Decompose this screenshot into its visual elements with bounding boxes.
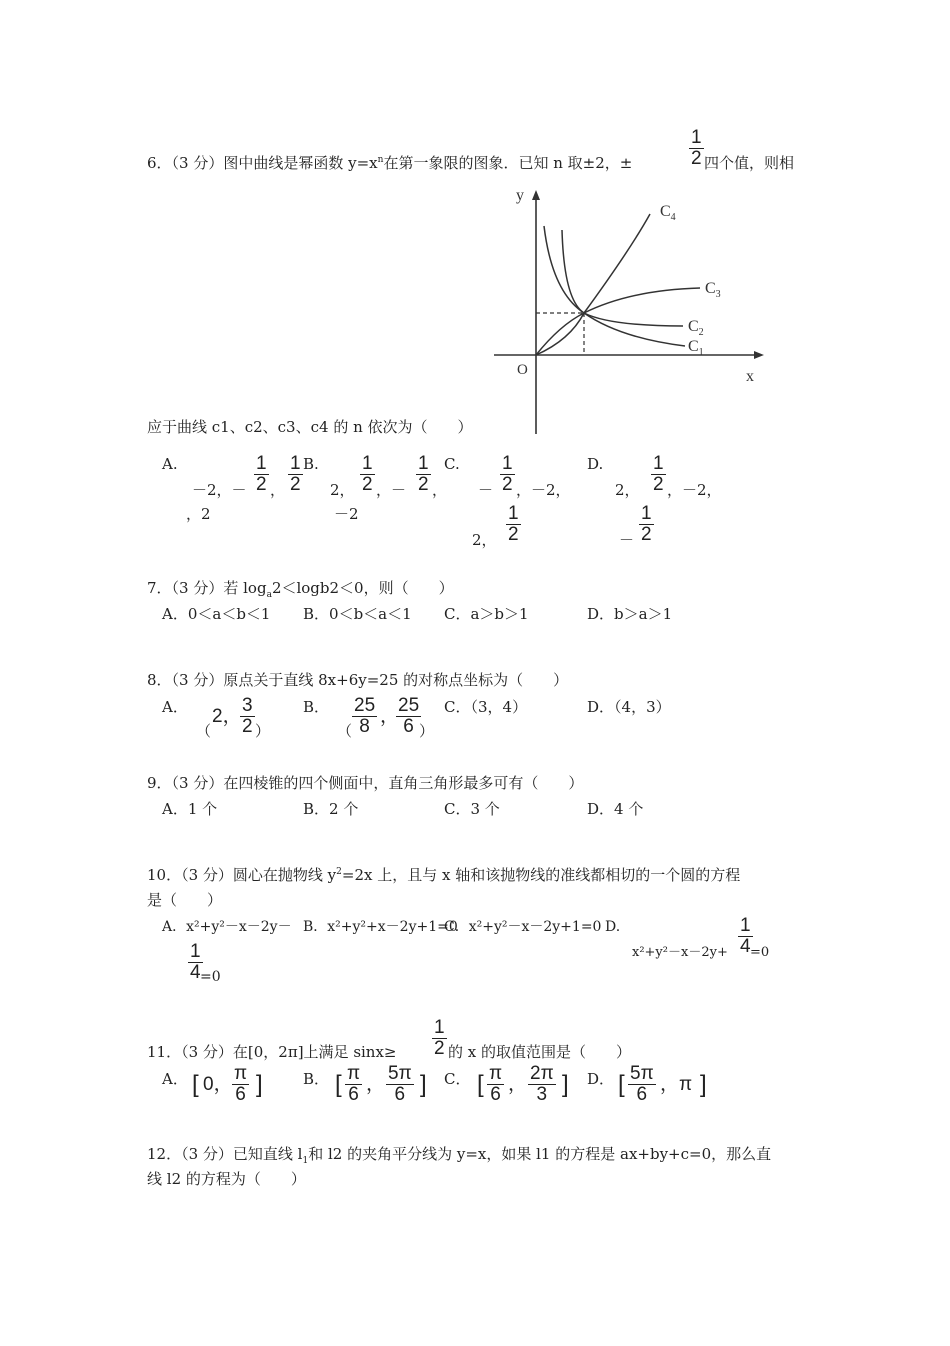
q6-option-b-value3: ， bbox=[432, 481, 448, 499]
q11-option-b-lbracket: [ bbox=[335, 1071, 342, 1098]
q11-option-b-comma: ， bbox=[366, 1074, 386, 1095]
q11-option-b-rbracket: ] bbox=[420, 1071, 427, 1098]
q11-option-a-label[interactable]: A． bbox=[162, 1070, 188, 1088]
q10-option-b[interactable]: B．x²+y²+x－2y+1=0 bbox=[303, 919, 458, 935]
q11-option-d-pi: ，π bbox=[660, 1074, 693, 1095]
power-function-graph bbox=[490, 180, 780, 440]
curve-c1 bbox=[544, 226, 685, 346]
q12-stem: 12．（3 分）已知直线 $l_1$和 l2 的夹角平分线为 y=x，如果 l1 的方程是 ax+by+c=0，那么直 bbox=[147, 1145, 772, 1166]
q11-option-d-lbracket: [ bbox=[618, 1071, 625, 1098]
q6-option-d-value3: － bbox=[619, 531, 635, 549]
y-axis-arrow bbox=[532, 190, 540, 200]
c1-label: $C_1$ bbox=[688, 338, 704, 358]
q6-stem: 6．（3 分）图中曲线是幂函数 $y=x^n$在第一象限的图象．已知 n 取±2，± bbox=[147, 154, 633, 172]
q10-option-d-text: x²+y²－x－2y+ bbox=[632, 945, 728, 960]
q11-option-d-rbracket: ] bbox=[700, 1071, 707, 1098]
c3-label: $C_3$ bbox=[705, 280, 721, 300]
q8-option-a-x: 2， bbox=[212, 706, 242, 727]
origin-label: O bbox=[517, 362, 528, 378]
q8-option-b-frac2: $\frac{25}{6}$ bbox=[398, 695, 420, 737]
q10-option-a-frac: $\frac{1}{4}$ bbox=[190, 941, 201, 983]
q6-option-b-frac1: $\frac{1}{2}$ bbox=[362, 453, 373, 495]
q6-option-d-frac1: $\frac{1}{2}$ bbox=[653, 453, 664, 495]
q8-option-b-open: （ bbox=[337, 722, 353, 740]
q11-option-a-lbracket: [ bbox=[192, 1071, 199, 1098]
q6-stem-tail: 四个值，则相 bbox=[704, 154, 795, 172]
q9-stem: 9．（3 分）在四棱锥的四个侧面中，直角三角形最多可有（ ） bbox=[147, 774, 584, 792]
q11-option-c-frac1: $\frac{\pi}{6}$ bbox=[489, 1063, 503, 1105]
q6-option-a-value2: ， bbox=[270, 481, 286, 499]
q8-stem: 8．（3 分）原点关于直线 8x+6y=25 的对称点坐标为（ ） bbox=[147, 671, 569, 689]
q6-option-c-label[interactable]: C. bbox=[444, 455, 460, 473]
q9-option-d[interactable]: D．4 个 bbox=[587, 800, 644, 818]
x-axis-label: x bbox=[746, 368, 754, 385]
q9-option-c[interactable]: C．3 个 bbox=[444, 800, 500, 818]
q6-stem-fraction: $\frac{1}{2}$ bbox=[691, 127, 702, 169]
q11-stem: 11．（3 分）在[0，2π]上满足 sinx≥ bbox=[147, 1043, 397, 1061]
curve-c2 bbox=[562, 230, 683, 326]
q6-option-c-frac2: $\frac{1}{2}$ bbox=[508, 503, 519, 545]
q8-option-a-open: （ bbox=[196, 722, 212, 740]
q6-option-c-value2: ，－2， bbox=[516, 481, 571, 499]
q11-option-a-zero: 0， bbox=[203, 1074, 233, 1095]
q11-option-c-lbracket: [ bbox=[477, 1071, 484, 1098]
q10-stem: 10．（3 分）圆心在抛物线 $y^2=2x$ 上，且与 x 轴和该抛物线的准线都相切的一个圆的方程 bbox=[147, 866, 741, 884]
q8-option-a-label[interactable]: A． bbox=[162, 698, 188, 716]
q11-option-c-rbracket: ] bbox=[562, 1071, 569, 1098]
q7-option-a[interactable]: A．0＜a＜b＜1 bbox=[162, 605, 271, 623]
q11-option-c-frac2: $\frac{2\pi}{3}$ bbox=[530, 1063, 554, 1105]
c2-label: $C_2$ bbox=[688, 318, 704, 338]
q8-option-c[interactable]: C．（3，4） bbox=[444, 698, 528, 716]
q6-option-a-frac1: $\frac{1}{2}$ bbox=[256, 453, 267, 495]
q11-option-b-frac1: $\frac{\pi}{6}$ bbox=[347, 1063, 361, 1105]
q10-option-a[interactable]: A．x²+y²－x－2y－ bbox=[162, 919, 292, 935]
q6-option-a-frac2: $\frac{1}{2}$ bbox=[290, 453, 301, 495]
x-axis-arrow bbox=[754, 351, 764, 359]
curve-c4 bbox=[536, 214, 650, 355]
q6-option-b-value1: 2， bbox=[330, 481, 355, 499]
q6-option-c-frac1: $\frac{1}{2}$ bbox=[502, 453, 513, 495]
q11-stem-tail: 的 x 的取值范围是（ ） bbox=[448, 1043, 631, 1061]
y-axis-label: y bbox=[516, 187, 524, 204]
q11-option-c-label[interactable]: C． bbox=[444, 1070, 471, 1088]
q10-option-c[interactable]: C．x²+y²－x－2y+1=0 bbox=[444, 919, 602, 935]
q6-option-a-value3: ，2 bbox=[186, 505, 211, 523]
q6-option-a-label[interactable]: A. bbox=[162, 455, 178, 473]
q6-option-b-frac2: $\frac{1}{2}$ bbox=[418, 453, 429, 495]
q7-stem: 7．（3 分）若 $\log_a2<\log b2<0$，则（ ） bbox=[147, 579, 454, 600]
q9-option-a[interactable]: A．1 个 bbox=[162, 800, 218, 818]
q6-option-c-value3: 2， bbox=[472, 531, 497, 549]
q10-option-d-eq: =0 bbox=[750, 945, 770, 960]
q11-option-d-label[interactable]: D． bbox=[587, 1070, 615, 1088]
q7-option-b[interactable]: B．0＜b＜a＜1 bbox=[303, 605, 412, 623]
q11-option-d-frac: $\frac{5\pi}{6}$ bbox=[630, 1063, 654, 1105]
q6-stem-line2: 应于曲线 c1、c2、c3、c4 的 n 依次为（ ） bbox=[147, 418, 473, 436]
q8-option-b-label[interactable]: B． bbox=[303, 698, 330, 716]
q10-option-a-eq: =0 bbox=[200, 969, 221, 985]
q10-stem-line2: 是（ ） bbox=[147, 891, 223, 909]
q7-option-d[interactable]: D．b＞a＞1 bbox=[587, 605, 673, 623]
q10-option-d-label[interactable]: D. bbox=[605, 919, 621, 935]
q11-option-a-rbracket: ] bbox=[256, 1071, 263, 1098]
c4-label: $C_4$ bbox=[660, 203, 676, 223]
q11-option-b-label[interactable]: B． bbox=[303, 1070, 330, 1088]
q8-option-b-comma: ， bbox=[380, 706, 400, 727]
q6-option-c-value1: － bbox=[478, 481, 494, 499]
q6-option-a-value1: －2，－ bbox=[192, 481, 247, 499]
q6-option-b-label[interactable]: B. bbox=[303, 455, 319, 473]
q7-option-c[interactable]: C．a＞b＞1 bbox=[444, 605, 529, 623]
q6-option-d-frac2: $\frac{1}{2}$ bbox=[641, 503, 652, 545]
q11-stem-fraction: $\frac{1}{2}$ bbox=[434, 1017, 445, 1059]
q11-option-c-comma: ， bbox=[508, 1074, 528, 1095]
q12-stem-line2: 线 l2 的方程为（ ） bbox=[147, 1170, 306, 1188]
q6-option-b-value4: －2 bbox=[334, 505, 359, 523]
q9-option-b[interactable]: B．2 个 bbox=[303, 800, 359, 818]
q8-option-a-frac: $\frac{3}{2}$ bbox=[242, 695, 253, 737]
q6-option-d-value2: ，－2， bbox=[667, 481, 722, 499]
q8-option-b-frac1: $\frac{25}{8}$ bbox=[354, 695, 376, 737]
q6-option-d-label[interactable]: D. bbox=[587, 455, 604, 473]
q6-option-b-value2: ，－ bbox=[376, 481, 407, 499]
q6-option-d-value1: 2， bbox=[615, 481, 640, 499]
q8-option-a-close: ） bbox=[255, 722, 271, 740]
q8-option-b-close: ） bbox=[419, 722, 435, 740]
q11-option-b-frac2: $\frac{5\pi}{6}$ bbox=[388, 1063, 412, 1105]
q8-option-d[interactable]: D．（4，3） bbox=[587, 698, 671, 716]
q11-option-a-frac: $\frac{\pi}{6}$ bbox=[234, 1063, 248, 1105]
q10-option-d-frac: $\frac{1}{4}$ bbox=[740, 915, 751, 957]
